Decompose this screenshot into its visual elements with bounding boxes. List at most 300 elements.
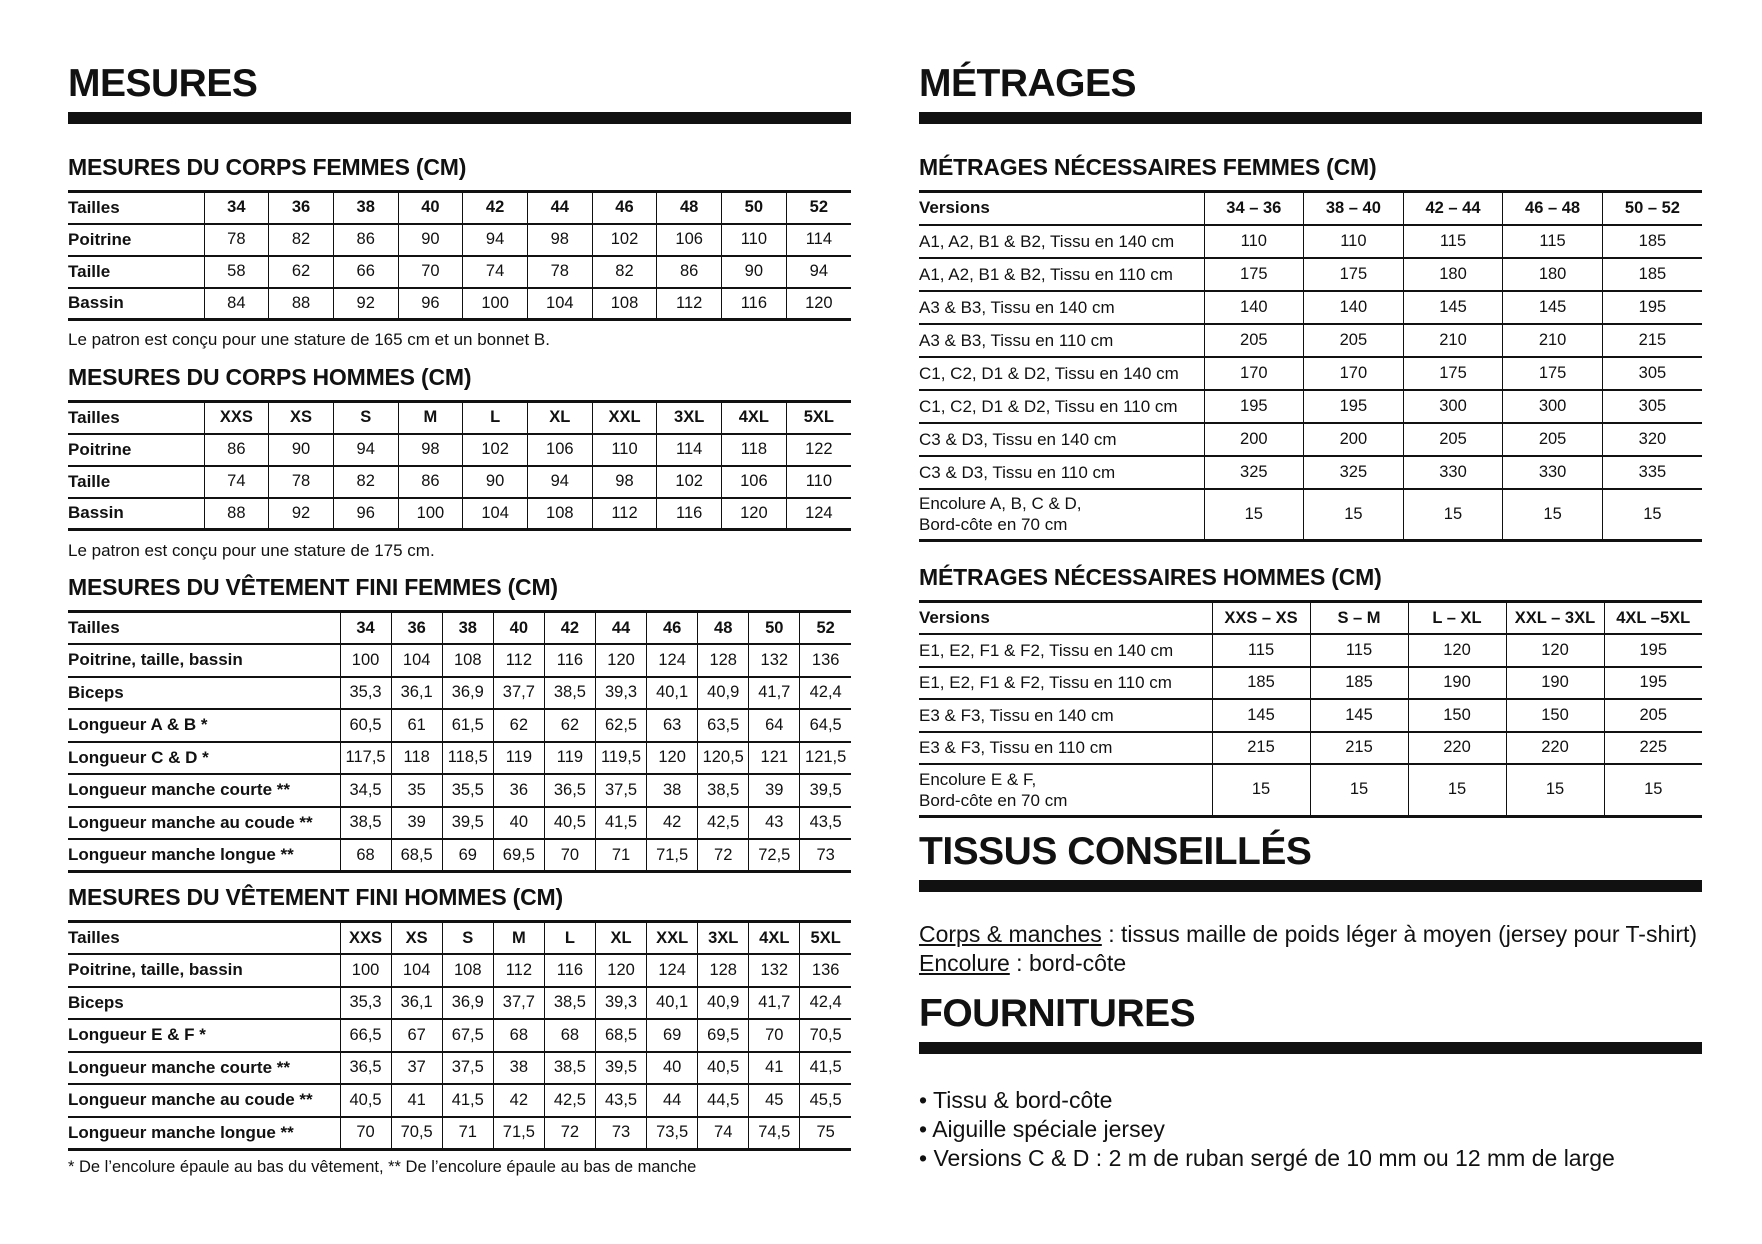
table-cell: 106 — [722, 466, 787, 498]
table-cell: 88 — [204, 498, 269, 530]
table-cell: 41,7 — [749, 677, 800, 710]
row-label-cell: Taille — [68, 471, 111, 491]
table-cell: 120,5 — [698, 742, 749, 775]
table-cell: 39,5 — [800, 774, 851, 807]
row-label-cell: Longueur manche courte ** — [68, 780, 290, 800]
supplies-title: FOURNITURES — [919, 992, 1196, 1035]
table-cell: 40 — [493, 807, 544, 840]
table-cell: 300 — [1503, 390, 1603, 423]
table-cell: 215 — [1212, 732, 1310, 765]
row-label-cell: E1, E2, F1 & F2, Tissu en 140 cm — [919, 640, 1174, 660]
table-cell: 39,3 — [595, 987, 646, 1020]
table-cell: 175 — [1204, 258, 1304, 291]
header-label-cell: Versions — [919, 198, 990, 218]
table-row — [68, 839, 851, 872]
table-cell: 75 — [800, 1117, 851, 1150]
table-cell: 116 — [544, 644, 595, 677]
header-cell: L – XL — [1408, 602, 1506, 635]
table-cell: 63 — [647, 709, 698, 742]
table-cell: 62 — [544, 709, 595, 742]
table-cell: 41,5 — [800, 1052, 851, 1085]
table-cell: 305 — [1602, 390, 1702, 423]
table-cell: 42,5 — [698, 807, 749, 840]
table-row — [68, 644, 851, 677]
table-cell: 108 — [442, 644, 493, 677]
table-cell: 36,9 — [442, 987, 493, 1020]
table-row — [919, 390, 1702, 423]
table-cell: 69,5 — [698, 1019, 749, 1052]
table-cell: 35 — [391, 774, 442, 807]
table-cell: 119 — [544, 742, 595, 775]
table-cell: 62 — [269, 256, 334, 288]
table-cell: 118 — [391, 742, 442, 775]
table-row — [68, 742, 851, 775]
table-header-row — [68, 402, 851, 434]
table-cell: 15 — [1310, 764, 1408, 816]
table-cell: 70 — [544, 839, 595, 872]
header-cell: 44 — [527, 192, 592, 224]
table-cell: 69 — [442, 839, 493, 872]
table-cell: 82 — [592, 256, 657, 288]
table-cell: 78 — [527, 256, 592, 288]
table-cell: 96 — [398, 288, 463, 320]
table-cell: 67 — [391, 1019, 442, 1052]
table-row — [68, 434, 851, 466]
header-cell: 4XL — [749, 922, 800, 955]
table-cell: 43 — [749, 807, 800, 840]
table-cell: 140 — [1304, 291, 1404, 324]
table-cell: 35,5 — [442, 774, 493, 807]
table-cell: 195 — [1604, 634, 1702, 667]
table-cell: 36,5 — [544, 774, 595, 807]
table-cell: 114 — [657, 434, 722, 466]
table-cell: 112 — [493, 644, 544, 677]
table-cell: 215 — [1310, 732, 1408, 765]
table-cell: 120 — [786, 288, 851, 320]
metrages-title: MÉTRAGES — [919, 62, 1137, 105]
table-cell: 110 — [1204, 225, 1304, 258]
table-cell: 90 — [722, 256, 787, 288]
header-cell: 34 — [340, 612, 391, 645]
table-cell: 115 — [1503, 225, 1603, 258]
table-cell: 64,5 — [800, 709, 851, 742]
table-row — [68, 1084, 851, 1117]
table-row — [68, 466, 851, 498]
table-cell: 61,5 — [442, 709, 493, 742]
row-label-cell: C3 & D3, Tissu en 140 cm — [919, 429, 1117, 449]
table-cell: 104 — [391, 954, 442, 987]
row-label-cell: Longueur manche au coude ** — [68, 812, 313, 832]
body-men-title: MESURES DU CORPS HOMMES (CM) — [68, 364, 472, 390]
table-cell: 185 — [1602, 225, 1702, 258]
header-cell: 5XL — [786, 402, 851, 434]
table-row — [919, 456, 1702, 489]
row-label-cell: A1, A2, B1 & B2, Tissu en 110 cm — [919, 264, 1173, 284]
yardage-women-title: MÉTRAGES NÉCESSAIRES FEMMES (CM) — [919, 154, 1377, 180]
table-cell: 43,5 — [800, 807, 851, 840]
row-label-cell: Poitrine — [68, 229, 132, 249]
table-cell: 145 — [1403, 291, 1503, 324]
table-cell: 330 — [1403, 456, 1503, 489]
table-row — [68, 498, 851, 530]
table-cell: 45,5 — [800, 1084, 851, 1117]
table-cell: 115 — [1212, 634, 1310, 667]
table-cell: 42,5 — [544, 1084, 595, 1117]
table-cell: 74 — [463, 256, 528, 288]
table-cell: 38 — [647, 774, 698, 807]
body-men-table — [68, 400, 851, 531]
table-cell: 82 — [269, 224, 334, 256]
header-cell: 34 — [204, 192, 269, 224]
table-cell: 335 — [1602, 456, 1702, 489]
table-cell: 70 — [340, 1117, 391, 1150]
fabrics-line-2-label: Encolure — [919, 950, 1010, 976]
row-label-cell: A3 & B3, Tissu en 110 cm — [919, 330, 1114, 350]
fabrics-line-2 — [919, 949, 1702, 978]
table-cell: 320 — [1602, 423, 1702, 456]
header-cell: 36 — [269, 192, 334, 224]
table-cell: 195 — [1304, 390, 1404, 423]
table-cell: 42,4 — [800, 677, 851, 710]
header-label-cell: Tailles — [68, 618, 120, 637]
finished-women-title: MESURES DU VÊTEMENT FINI FEMMES (CM) — [68, 574, 558, 600]
row-label-cell: Longueur manche au coude ** — [68, 1090, 313, 1110]
table-cell: 15 — [1212, 764, 1310, 816]
row-label-cell: A1, A2, B1 & B2, Tissu en 140 cm — [919, 231, 1175, 251]
table-row — [919, 291, 1702, 324]
table-cell: 40,1 — [647, 987, 698, 1020]
header-cell: 4XL –5XL — [1604, 602, 1702, 635]
table-cell: 35,3 — [340, 987, 391, 1020]
table-cell: 68 — [340, 839, 391, 872]
table-cell: 325 — [1304, 456, 1404, 489]
table-cell: 102 — [463, 434, 528, 466]
table-cell: 325 — [1204, 456, 1304, 489]
body-women-table — [68, 190, 851, 321]
header-cell: XS — [391, 922, 442, 955]
table-cell: 185 — [1310, 667, 1408, 700]
table-cell: 98 — [398, 434, 463, 466]
supply-item: • Aiguille spéciale jersey — [919, 1115, 1702, 1144]
fabrics-title: TISSUS CONSEILLÉS — [919, 830, 1312, 873]
header-label-cell: Versions — [919, 608, 990, 627]
table-cell: 117,5 — [340, 742, 391, 775]
table-cell: 78 — [204, 224, 269, 256]
table-cell: 40,5 — [698, 1052, 749, 1085]
row-label-cell: E1, E2, F1 & F2, Tissu en 110 cm — [919, 673, 1172, 693]
row-label-cell: Longueur manche longue ** — [68, 1122, 294, 1142]
row-label-cell: Longueur manche courte ** — [68, 1057, 290, 1077]
table-cell: 108 — [527, 498, 592, 530]
table-cell: 180 — [1503, 258, 1603, 291]
header-cell: 38 — [442, 612, 493, 645]
row-label-cell: C1, C2, D1 & D2, Tissu en 110 cm — [919, 396, 1178, 416]
table-cell: 185 — [1602, 258, 1702, 291]
table-cell: 88 — [269, 288, 334, 320]
table-cell: 86 — [657, 256, 722, 288]
yardage-men-title: MÉTRAGES NÉCESSAIRES HOMMES (CM) — [919, 564, 1382, 590]
header-cell: 3XL — [698, 922, 749, 955]
row-label-cell: C1, C2, D1 & D2, Tissu en 140 cm — [919, 363, 1179, 383]
table-header-row — [68, 922, 851, 955]
table-cell: 78 — [269, 466, 334, 498]
header-cell: XS — [269, 402, 334, 434]
table-header-row — [919, 192, 1702, 225]
table-cell: 62 — [493, 709, 544, 742]
supplies-rule — [919, 1042, 1702, 1054]
table-cell: 68,5 — [595, 1019, 646, 1052]
table-cell: 37,7 — [493, 987, 544, 1020]
table-cell: 200 — [1304, 423, 1404, 456]
table-cell: 94 — [333, 434, 398, 466]
table-cell: 108 — [442, 954, 493, 987]
table-cell: 122 — [786, 434, 851, 466]
table-cell: 38,5 — [544, 677, 595, 710]
fabrics-line-2-text: : bord-côte — [1009, 950, 1127, 976]
table-cell: 106 — [527, 434, 592, 466]
table-cell: 36,5 — [340, 1052, 391, 1085]
table-cell: 119 — [493, 742, 544, 775]
table-cell: 136 — [800, 644, 851, 677]
header-label-cell: Tailles — [68, 928, 120, 947]
table-cell: 120 — [1506, 634, 1604, 667]
table-cell: 92 — [269, 498, 334, 530]
table-cell: 98 — [527, 224, 592, 256]
table-cell: 210 — [1403, 324, 1503, 357]
header-cell: 42 — [463, 192, 528, 224]
table-row — [68, 677, 851, 710]
table-cell: 116 — [544, 954, 595, 987]
row-label-cell: Biceps — [68, 992, 124, 1012]
table-cell: 110 — [1304, 225, 1404, 258]
fabrics-text — [919, 920, 1702, 978]
table-cell: 136 — [800, 954, 851, 987]
table-row — [68, 987, 851, 1020]
table-cell: 45 — [749, 1084, 800, 1117]
table-cell: 44,5 — [698, 1084, 749, 1117]
table-cell: 38,5 — [544, 1052, 595, 1085]
header-cell: 52 — [800, 612, 851, 645]
table-cell: 120 — [595, 954, 646, 987]
table-cell: 15 — [1503, 489, 1603, 541]
header-cell: 4XL — [722, 402, 787, 434]
table-cell: 102 — [592, 224, 657, 256]
table-cell: 15 — [1403, 489, 1503, 541]
table-cell: 100 — [340, 644, 391, 677]
table-cell: 38 — [493, 1052, 544, 1085]
row-label-cell: Biceps — [68, 682, 124, 702]
table-cell: 205 — [1604, 699, 1702, 732]
table-cell: 71,5 — [647, 839, 698, 872]
header-cell: XXS – XS — [1212, 602, 1310, 635]
header-cell: 46 — [592, 192, 657, 224]
table-cell: 86 — [398, 466, 463, 498]
table-cell: 68 — [493, 1019, 544, 1052]
table-cell: 175 — [1503, 357, 1603, 390]
table-cell: 205 — [1503, 423, 1603, 456]
table-cell: 34,5 — [340, 774, 391, 807]
table-cell: 205 — [1204, 324, 1304, 357]
table-row — [68, 1019, 851, 1052]
table-cell: 66 — [333, 256, 398, 288]
header-cell: 46 — [647, 612, 698, 645]
table-cell: 94 — [527, 466, 592, 498]
table-cell: 100 — [340, 954, 391, 987]
metrages-rule — [919, 112, 1702, 124]
table-cell: 84 — [204, 288, 269, 320]
table-row — [919, 699, 1702, 732]
header-cell: S – M — [1310, 602, 1408, 635]
header-cell: XXL — [592, 402, 657, 434]
header-cell: S — [442, 922, 493, 955]
row-label-cell: A3 & B3, Tissu en 140 cm — [919, 297, 1115, 317]
table-cell: 112 — [493, 954, 544, 987]
table-cell: 41 — [749, 1052, 800, 1085]
table-cell: 36,1 — [391, 987, 442, 1020]
table-cell: 112 — [592, 498, 657, 530]
table-cell: 118 — [722, 434, 787, 466]
table-cell: 175 — [1403, 357, 1503, 390]
header-cell: L — [463, 402, 528, 434]
table-cell: 94 — [786, 256, 851, 288]
table-cell: 41,5 — [442, 1084, 493, 1117]
fabrics-line-1-text: : tissus maille de poids léger à moyen (jersey pour T-shirt) — [1101, 921, 1698, 947]
fabrics-line-1 — [919, 920, 1702, 949]
table-cell: 15 — [1602, 489, 1702, 541]
table-cell: 42,4 — [800, 987, 851, 1020]
table-cell: 15 — [1604, 764, 1702, 816]
table-row — [68, 1117, 851, 1150]
header-cell: 40 — [398, 192, 463, 224]
header-cell: 48 — [657, 192, 722, 224]
table-row — [919, 732, 1702, 765]
table-cell: 61 — [391, 709, 442, 742]
table-cell: 40,5 — [340, 1084, 391, 1117]
table-cell: 195 — [1602, 291, 1702, 324]
header-cell: 40 — [493, 612, 544, 645]
table-cell: 37,7 — [493, 677, 544, 710]
table-cell: 124 — [786, 498, 851, 530]
table-cell: 104 — [527, 288, 592, 320]
table-cell: 73 — [595, 1117, 646, 1150]
table-row — [919, 634, 1702, 667]
table-cell: 66,5 — [340, 1019, 391, 1052]
header-cell: L — [544, 922, 595, 955]
row-label-cell: Poitrine — [68, 439, 132, 459]
table-cell: 300 — [1403, 390, 1503, 423]
table-cell: 132 — [749, 954, 800, 987]
table-cell: 36,9 — [442, 677, 493, 710]
mesures-title: MESURES — [68, 62, 258, 105]
table-cell: 74 — [204, 466, 269, 498]
table-cell: 128 — [698, 644, 749, 677]
table-cell: 15 — [1408, 764, 1506, 816]
table-row — [919, 423, 1702, 456]
header-cell: 44 — [595, 612, 646, 645]
table-cell: 170 — [1304, 357, 1404, 390]
table-cell: 200 — [1204, 423, 1304, 456]
table-header-row — [68, 612, 851, 645]
table-cell: 37,5 — [442, 1052, 493, 1085]
body-men-note: Le patron est conçu pour une stature de 175 cm. — [68, 541, 435, 560]
table-cell: 69,5 — [493, 839, 544, 872]
table-cell: 145 — [1212, 699, 1310, 732]
table-cell: 195 — [1204, 390, 1304, 423]
table-row — [68, 288, 851, 320]
table-cell: 140 — [1204, 291, 1304, 324]
header-cell: XXL — [647, 922, 698, 955]
table-cell: 118,5 — [442, 742, 493, 775]
table-cell: 74,5 — [749, 1117, 800, 1150]
table-row — [919, 324, 1702, 357]
yardage-men-table — [919, 600, 1702, 818]
table-cell: 60,5 — [340, 709, 391, 742]
table-cell: 115 — [1403, 225, 1503, 258]
header-cell: 52 — [786, 192, 851, 224]
table-cell: 115 — [1310, 634, 1408, 667]
table-cell: 73 — [800, 839, 851, 872]
table-cell: 86 — [204, 434, 269, 466]
table-cell: 120 — [647, 742, 698, 775]
table-cell: 72 — [698, 839, 749, 872]
table-cell: 110 — [722, 224, 787, 256]
table-cell: 42 — [647, 807, 698, 840]
table-cell: 70 — [749, 1019, 800, 1052]
table-cell: 305 — [1602, 357, 1702, 390]
header-cell: 38 — [333, 192, 398, 224]
table-cell: 62,5 — [595, 709, 646, 742]
table-cell: 72 — [544, 1117, 595, 1150]
table-cell: 114 — [786, 224, 851, 256]
table-cell: 124 — [647, 954, 698, 987]
row-label-cell: E3 & F3, Tissu en 140 cm — [919, 705, 1114, 725]
table-cell: 124 — [647, 644, 698, 677]
table-cell: 44 — [647, 1084, 698, 1117]
table-cell: 70 — [398, 256, 463, 288]
table-cell: 43,5 — [595, 1084, 646, 1117]
table-cell: 68 — [544, 1019, 595, 1052]
table-cell: 104 — [391, 644, 442, 677]
table-cell: 128 — [698, 954, 749, 987]
table-cell: 121,5 — [800, 742, 851, 775]
table-cell: 39 — [749, 774, 800, 807]
header-cell: 5XL — [800, 922, 851, 955]
body-women-note: Le patron est conçu pour une stature de 165 cm et un bonnet B. — [68, 330, 550, 349]
header-cell: XXS — [204, 402, 269, 434]
table-cell: 40,9 — [698, 987, 749, 1020]
table-cell: 100 — [398, 498, 463, 530]
table-row — [68, 954, 851, 987]
row-label-cell: C3 & D3, Tissu en 110 cm — [919, 462, 1116, 482]
table-cell: 40,5 — [544, 807, 595, 840]
header-cell: 42 — [544, 612, 595, 645]
table-cell: 58 — [204, 256, 269, 288]
finished-men-title: MESURES DU VÊTEMENT FINI HOMMES (CM) — [68, 884, 563, 910]
table-cell: 100 — [463, 288, 528, 320]
table-row — [68, 224, 851, 256]
table-cell: 94 — [463, 224, 528, 256]
row-label-cell: Taille — [68, 261, 111, 281]
table-cell: 110 — [786, 466, 851, 498]
table-row — [919, 357, 1702, 390]
table-cell: 90 — [463, 466, 528, 498]
table-cell: 15 — [1304, 489, 1404, 541]
table-row — [919, 225, 1702, 258]
table-cell: 36,1 — [391, 677, 442, 710]
table-row — [68, 807, 851, 840]
table-cell: 15 — [1506, 764, 1604, 816]
table-cell: 64 — [749, 709, 800, 742]
